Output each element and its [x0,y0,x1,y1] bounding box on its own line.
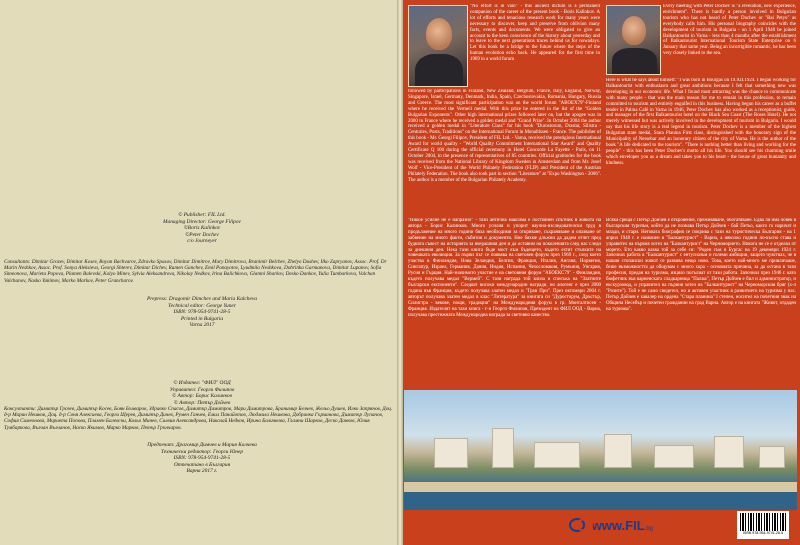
hotel-building [759,446,785,468]
hotel-building [492,428,514,468]
isbn-barcode [737,511,789,539]
journeyer-line: c/o Journeyer [187,238,217,245]
prepress-line: Prepress: Dragomir Dimchev and Maria Kalcheva [147,296,257,302]
portrait-suit [415,54,463,87]
imprint-english [112,212,292,245]
dochev-bio-bulgarian: Всяка среща с Петър Дойчев е откровение, преживяване, обогатяване. Едва ли има човек в българския туризъм, който да не познава Петър Дойчев - бай Петьо, както го наричат и млади, и стари. Неговата биография се покрива с тази на туристическа България - на 1 април 1948 г. е назначен в "Балкантурист" - Варна, а няколко години по-късно става и управител на първия хотел на "Балкантурист" на Черноморието. Никога не се е отделял от морето. Ето какво казва той за себе си: "Роден съм в Бургас на 19 декември 1924 г. Започнах работа в "Балкантурист" с ентусиазъм и големи амбиции, защото чувствах, че в нашия стопански живот се развива нещо ново. Това, което най-много ме привличаше, беше възможността да общувам с много хора - основната причина, за да остана в тази професия, предан на туризма, изцяло погълнат от тази работа. Започнал през 1946 г. като бюфетчик във варненската сладкарница "Палма", Петър Дойчев е бил и администратор, и екскурзовод, и управител на първия хотел на "Балкантурист" на Черноморския бряг (х-л "Розите"). Той е не само свидетел, но и активен участник в развитието на туризма у нас. Петър Дойчев е кавалер на ордена "Стара планина" I степен, носител на почетния знак на Община Несебър и почетен гражданин на град Варна. Автор е на книгата "Живот, отдаден на туризма". [606,218,796,312]
year-line: Varna 2017 [189,322,215,329]
beach-strip [404,482,797,492]
hotel-building [534,442,580,468]
consultants-english: Consultants: Dimitar Grozev, Dimitar Kosev, Boyan Bachvarov, Zdravko Spasov, Dimitar Dimitrov, Mary Dimitrova, Branimir Belchev, Zhelyo Dushev, Ilko Zapryanov, Assoc. Prof. Dr Marin Neshkov, Assoc. Prof. Sonya Aleksieva, Georgi Shterev, Dimitar Dichev, Rumen Ganchev, Emil Panayotov, Lyudmila Neshkova, Dobrinka Garmanova, Dimitar Lupanov, Sofia Simeonova, Marieta Popova, Plamen Balevski, Kolyo Minev, Sylvia Aleksandrova, Nikolay Nedkov, Irina Balichkova, Glamni Sharkov, Desko Dankov, Yulia Tumbarkova, Valchan Valchanov, Nasko Yakimov, Marko Markov, Peter Grancharov. [4,259,387,284]
barcode-isbn: ISBN 978-954-9741-28-5 [742,531,784,535]
fil-logo-mark-icon [567,514,592,536]
isbn-line-bg: ISBN: 978-954-9741-28-5 [173,455,231,462]
printed-line: Printed in Bulgaria [180,315,224,322]
technical-editor-line-bg: Технически редактор: Георги Юнер [160,448,244,455]
back-flap-panel [0,0,397,545]
hotel-building [714,436,744,468]
isbn-line: ISBN: 978-954-9741-28-5 [173,309,231,316]
year-line-bg: Варна 2017 г. [186,468,218,475]
dochev-portrait [606,5,661,75]
fil-logo [567,510,653,540]
hotel-building [654,445,694,468]
dochev-bio-english: Here is what he says about himself: "I was born in Bourgas on 19.XII.1924. I began working for Balkantourist with enthusiasm and great ambitions because I felt that something new was developing in our economic life. What I found most attracting was the chance to communicate with many people - that was the main reason for me to remain in this profession, to remain committed to tourism and entirely engulfed in this business. Having begun his career as a buffet tender in Palma Café in Varna in 1946, Peter Dochev has also worked as a receptionist, guide, and manager of the first Balkantourist hotel on the Black Sea Coast (The Roses Hotel). He not merely witnessed but was actively involved in the development of tourism in Bulgaria. I would say that his life story is a real legend in tourism. Peter Dochev is a member of the highest Bulgarian state medal, Stara Planina First class, distinguished with the honorary sign of the Municipality of Nessebar and an honorary citizen of the city of Varna. He is the author of the book "A life dedicated to the tourism". "There is nothing better than living and working for the people" - this has been Peter Dochev's motto all his life. You should see his charming smile which envelopes you as a dream and takes you to his heart - the house of great humanity and kindness. [606,78,796,166]
technical-editor-line: Technical editor: George Yuner [168,302,236,309]
imprint-bulgarian [112,380,292,406]
author-bio-bulgarian: "Никое усилие не е напразно" - тази антична максима е постоянен спътник в живота на автора - Борис Калинков. Много усилия и упорит научно-изследователски труд в продължение на много години бяха необходими за откриване, съхраняване и опазване от забвение на много факти, събития и документи. Ние бяхме длъжни да дадем отчет пред будната съвест на историята за вчерашния ден и да оставим на поколенията след нас следи за днешния ден. Нека тази книга бъде мост към бъдещето, където ехтят стъпките на човешката еволюция. За първи път се появява на световен форум през 1969 г., след което участва в Финландия, Нова Зеландия, Белгия, Франция, Италия, Англия, Норвегия, Сингапур, Израел, Германия, Дания, Индия, Испания, Чехословакия, Румъния, Унгария, Русия и Гърция. Най-значимото участие е на световния форум "АБОЕКС79" - Финландия, където получава медал "Вермей". С тази награда той влиза в списъка на "Златните български експоненти". Следват високи международни награди, но апогеят е през 2000 година във Франция, където получава златен медал и "Гран При". През октомври 2004 г. авторът получава златен медал в клас "Литература" за книгата си "Дуросторум, Дръстър, Силистра - векове, пощи, традиции" на Международния форум в гр. Монталтисен - Франция. Издателят на тази книга - г-н Георги Филипов, Президент на ФИЛ ООД - Варна, получава престижната Международна награда за световно качество. [408,218,601,318]
imprint-tail-english [112,296,292,329]
author-bio-english: followed by participations in Finland, New Zealand, Belgium, France, Italy, England, Norway, Singapore, Israel, Germany, Denmark, India, Spain, Czechoslovakia, Romania, Hungary, Russia and Greece. The most significant participation was on the world forum "ABOEX79"-Finland where he received the Vermeil medal. With this prize he entered in the list of the "Golden Bulgarian Exponents". Other high international prizes followed later on, but the apogee was in 2000 in France where he received a golden medal and "Grand Prize". In October 2004 the author received a golden medal in "Literature Class" for his book "Durostorum, Drastar, Silistra - Centuries, Posts, Traditions" on the International Forum in Monaltissen - France. The publisher of this book - Mr. Georgi Filipov, President of FIL Ltd. - Varna, received the prestigious International Award for world quality - "World Quality Commitment International Star Award" and Quality Certificate Q 100 during the official ceremony in Hotel Concorde La Fayette - Paris, on 11 October 2004, in the presence of representatives of 85 countries. Official gratitudes for the book was received from the National Library of Kingdom Sweden in Amsterdam and from Mr. Josef Wolf - Vice-President of the World Philately Federation (FLIP) and President of the Austrian Philately Federation. The book also took part in section "Literature" at "Expo Washington - 2006". The author is a member of the Bulgarian Philately Academy. [408,89,601,183]
author-line-bg: © Автор: Борис Калинков [172,393,232,400]
prepress-line-bg: Предпечат: Драгомир Димчев и Мария Калчева [147,442,257,448]
cover-line: ©Peter Dochev [185,231,219,238]
portrait-face [426,18,452,50]
managing-director-line-bg: Управител: Георги Филипов [169,386,235,393]
portrait-face [622,16,646,45]
imprint-tail-bulgarian [112,442,292,475]
author-portrait [408,5,468,87]
printed-line-bg: Отпечатано в България [173,461,231,468]
publisher-line: © Publisher: FIL Ltd. [178,212,226,218]
author-bio-intro: "No effort is in vain" - this ancient dictum is a permanent companion of the career of the present book - Boris Kalinkov. A lot of efforts and tenacious research work for many years were necessary to discover, keep and preserve from oblivion many facts, events and documents. We were obligated to give an account to the keen conscience of the history about yesterday and to leave to the next generations traces behind us for nowadays. Let this book be a bridge to the future where the steps of the human evolution echo back. He appeared for the first time in 1969 in a world forum [470,4,600,63]
sea-water [404,492,797,510]
resort-panorama-photo [404,390,797,510]
barcode-bars-icon [740,513,786,531]
publisher-line-bg: © Издател: "ФИЛ" ООД [173,380,231,386]
consultants-bulgarian: Консултанти: Димитър Грозев, Димитър Косев, Боян Бъчваров, Здравко Спасов, Димитър Димитров, Мари Димитрова, Бранимир Белчев, Жельо Душев, Илко Запрянов, Доц. д-р Марин Нешков, Доц. д-р Соня Алексиева, Георги Щерев, Димитър Дичев, Румен Ганчев, Емил Панайотов, Людмила Нешкова, Добринка Гърманова, Димитър Лупанов, София Симеонова, Мариета Попова, Пламен Балевски, Кольо Минев, Силвия Александрова, Николай Недков, Ирина Баличкова, Гламни Шарков, Деско Данков, Юлия Тумбаркова, Вълчан Вълчанов, Наско Якимов, Марко Марков, Петър Грънчаров. [4,406,393,431]
author-line: ©Boris Kalinkov [183,225,221,232]
hotel-building [434,438,468,468]
portrait-suit [612,48,657,75]
managing-director-line: Managing Director: George Filipov [163,218,241,225]
fil-logo-text: www.FIL.bg [591,517,653,533]
hotel-building [604,434,632,468]
dochev-bio-intro: Every meeting with Peter Dochev is "a revelation, new experience, enrichment". There is hardly a person involved in Bulgarian tourism who has not heard of Peter Dochev or "Bai Petyo" as everybody calls him. His personal biography coincides with the development of tourism in Bulgaria - on 1 April 1948 he joined Balkantourist in Varna - less than 4 months after the establishment of Balkantourist International Tourism State Enterprise on 6 January that same year. Being an incorrigible romantic, he has been very closely linked to the sea. [663,4,796,57]
cover-line-bg: © Автор: Петър Дойчев [173,399,231,406]
